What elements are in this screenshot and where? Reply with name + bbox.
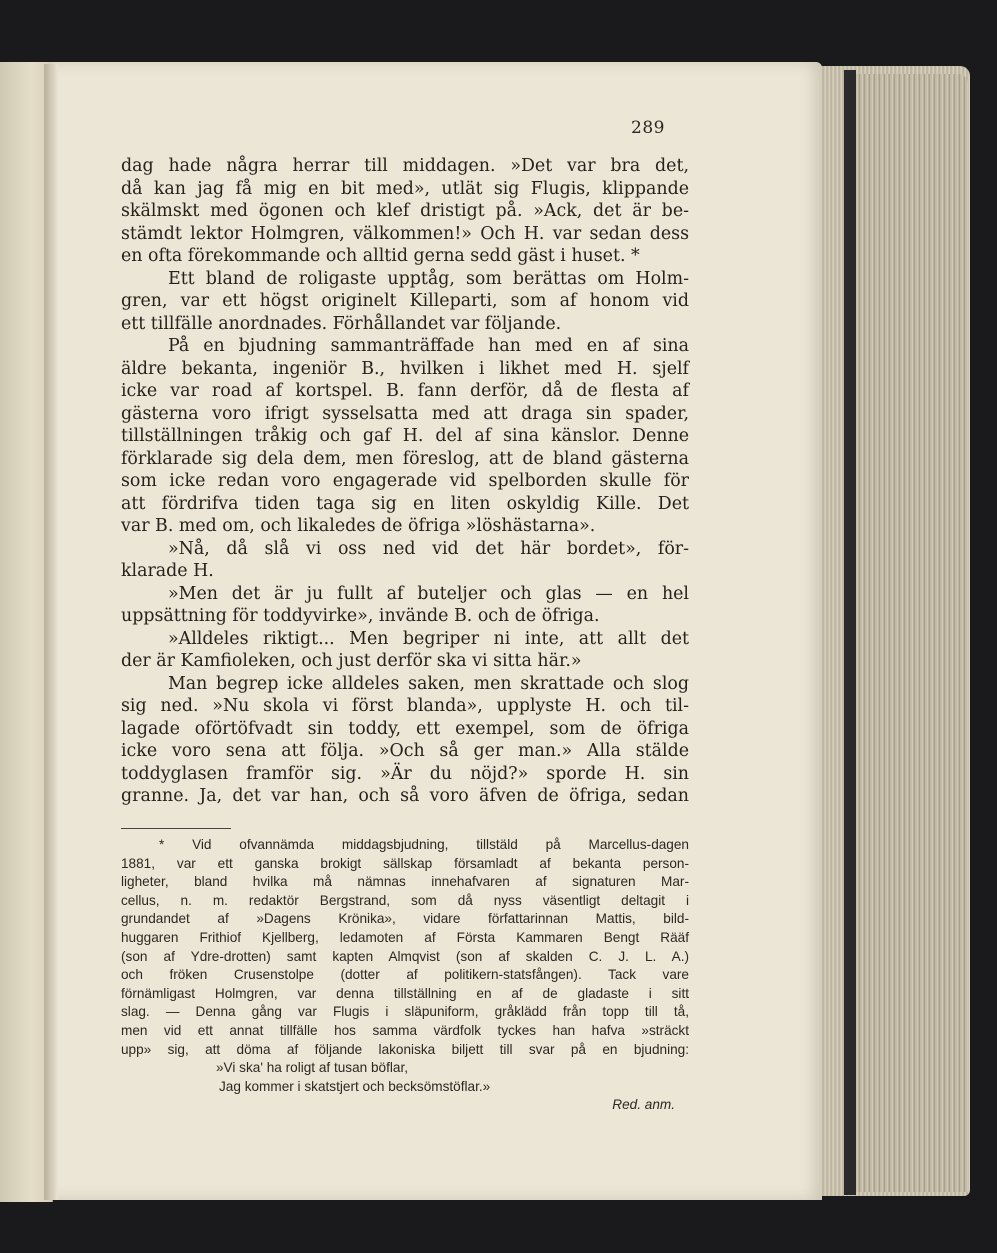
footnote-line: ligheter, bland hvilka må nämnas innehafvaren af signaturen Mar- — [121, 874, 689, 890]
book-gutter — [44, 64, 58, 1200]
verse-line: »Vi ska' ha roligt af tusan böflar, — [216, 1060, 409, 1076]
body-line: toddyglasen framför sig. »Är du nöjd?» sporde H. sin — [121, 763, 689, 784]
footnote-line: men vid ett annat tillfälle hos samma värdfolk tyckes han hafva »sträckt — [121, 1022, 689, 1038]
footnote-line: * Vid ofvannämda middagsbjudning, tillstäld på Marcellus-dagen — [159, 837, 689, 852]
cover-edge — [844, 70, 856, 1195]
body-line: Ett bland de roligaste upptåg, som berättas om Holm- — [168, 268, 689, 289]
footnote-line: huggaren Frithiof Kjellberg, ledamoten af Första Kammaren Bengt Rääf — [121, 929, 689, 945]
body-line: klarade H. — [121, 561, 214, 581]
body-line: icke voro sena att följa. »Och så ger man.» Alla stälde — [121, 741, 689, 761]
footnote-line: grundandet af »Dagens Krönika», vidare författarinnan Mattis, bild- — [121, 911, 689, 927]
body-line: På en bjudning sammanträffade han med en af sina — [168, 336, 689, 356]
body-line: äldre bekanta, ingeniör B., hvilken i likhet med H. sjelf — [121, 358, 689, 379]
footnote-rule — [121, 828, 231, 829]
body-line: icke var road af kortspel. B. fann derför, då de flesta af — [121, 381, 689, 401]
footnote-line: cellus, n. m. redaktör Bergstrand, som då nyss väsentligt deltagit i — [121, 892, 689, 908]
footnote-line: förnämligast Holmgren, var denna tillställning en af de gladaste i sitt — [121, 985, 689, 1001]
body-line: granne. Ja, det var han, och så voro äfven de öfriga, sedan — [121, 786, 689, 806]
footnote-line: och fröken Crusenstolpe (dotter af politikern-statsfången). Tack vare — [121, 967, 689, 983]
body-line: gästerna voro ifrigt sysselsatta med att draga sin spader, — [121, 403, 689, 424]
page-block-edges — [856, 74, 968, 1192]
body-line: tillställningen tråkig och gaf H. del af sina känslor. Denne — [121, 426, 689, 446]
body-line: »Men det är ju fullt af buteljer och glas — en hel — [168, 583, 689, 604]
body-line: Man begrep icke alldeles saken, men skrattade och slog — [168, 673, 689, 694]
body-line: gren, var ett högst originelt Killeparti, som af honom vid — [121, 291, 689, 311]
body-line: dag hade några herrar till middagen. »Det var bra det, — [121, 156, 689, 176]
body-line: skälmskt med ögonen och klef dristigt på. »Ack, det är be- — [121, 201, 689, 221]
body-line: ett tillfälle anordnades. Förhållandet var följande. — [121, 313, 562, 334]
body-line: en ofta förekommande och alltid gerna sedd gäst i huset. * — [121, 246, 640, 266]
body-line: uppsättning för toddyvirke», invände B. och de öfriga. — [121, 606, 600, 626]
body-line: förklarade sig dela dem, men föreslog, att de bland gästerna — [121, 448, 689, 469]
footnote-line: (son af Ydre-drotten) samt kapten Almqvist (son af skalden C. J. L. A.) — [121, 948, 689, 964]
body-line: der är Kamfioleken, och just derför ska vi sitta här.» — [121, 651, 582, 671]
body-line: »Nå, då slå vi oss ned vid det här bordet», för- — [168, 538, 689, 559]
footnote-line: 1881, var ett ganska brokigt sällskap församladt af bekanta person- — [121, 855, 689, 871]
footnote-line: slag. — Denna gång var Flugis i släpuniform, gråklädd från topp till tå, — [121, 1004, 689, 1020]
body-line: »Alldeles riktigt... Men begriper ni inte, att allt det — [168, 628, 689, 649]
body-line: lagade oförtöfvadt sin toddy, ett exempel, som de öfriga — [121, 718, 689, 739]
body-line: som icke redan voro engagerade vid spelborden skulle för — [121, 471, 689, 491]
page-number: 289 — [631, 118, 665, 138]
body-line: stämdt lektor Holmgren, välkommen!» Och H. var sedan dess — [121, 223, 689, 244]
footnote — [121, 836, 689, 1115]
body-text — [121, 155, 689, 808]
body-line: då kan jag få mig en bit med», utlät sig Flugis, klippande — [121, 178, 689, 199]
body-line: sig ned. »Nu skola vi först blanda», upplyste H. och til- — [121, 696, 689, 716]
body-line: att fördrifva tiden taga sig en liten oskyldig Kille. Det — [121, 493, 689, 514]
verse-line: Jag kommer i skatstjert och becksömstöflar.» — [219, 1078, 491, 1094]
footnote-line: upp» sig, att döma af följande lakoniska biljett till svar på en bjudning: — [121, 1041, 689, 1057]
body-line: var B. med om, och likaledes de öfriga »löshästarna». — [121, 516, 596, 536]
editor-note-signature: Red. anm. — [612, 1097, 675, 1113]
